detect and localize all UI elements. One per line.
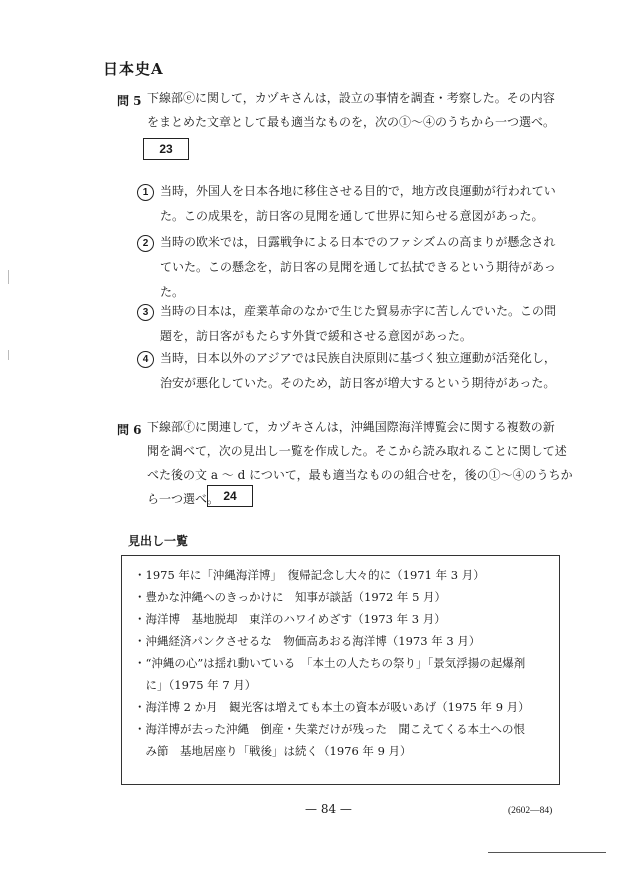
headline-item: ・海洋博 基地脱却 東洋のハワイめざす（1973 年 3 月） — [134, 612, 446, 626]
q6-label: 問 6 — [117, 423, 142, 437]
exam-code: (2602—84) — [508, 806, 553, 816]
choice-line: 当時，日本以外のアジアでは民族自決原則に基づく独立運動が活発化し， — [160, 351, 556, 365]
choice-line: た。 — [160, 285, 185, 299]
choice-line: 当時の日本は，産業革命のなかで生じた貿易赤字に苦しんでいた。この問 — [160, 304, 557, 318]
headline-item: に」（1975 年 7 月） — [134, 678, 257, 692]
choice-line: 当時の欧米では，日露戦争による日本でのファシズムの高まりが懸念され — [160, 235, 556, 249]
q6-stem-line: ら一つ選べ。 — [147, 492, 220, 506]
q5-answer-box[interactable]: 23 — [143, 138, 189, 160]
q5-stem-line: をまとめた文章として最も適当なものを，次の①～④のうちから一つ選べ。 — [147, 115, 556, 129]
choice-line: 題を，訪日客がもたらす外貨で緩和させる意図があった。 — [160, 329, 472, 343]
q6-stem-line: 下線部ⓕに関連して，カヅキさんは，沖縄国際海洋博覧会に関する複数の新 — [147, 420, 555, 434]
headline-item: ・海洋博 2 か月 観光客は増えても本土の資本が吸いあげ（1975 年 9 月） — [134, 700, 530, 714]
choice-1-marker[interactable]: 1 — [137, 184, 154, 201]
subject-title: 日本史A — [103, 60, 164, 78]
headline-list-title: 見出し一覧 — [128, 534, 189, 548]
q5-stem — [147, 86, 587, 134]
q5-label: 問 5 — [117, 94, 142, 108]
choice-2-text — [160, 230, 580, 305]
choice-4-text — [160, 346, 580, 396]
headline-item: み節 基地居座り「戦後」は続く（1976 年 9 月） — [134, 744, 412, 758]
headline-item: ・豊かな沖縄へのきっかけに 知事が談話（1972 年 5 月） — [134, 590, 447, 604]
bottom-rule — [488, 852, 606, 853]
choice-4-marker[interactable]: 4 — [137, 351, 154, 368]
choice-line: 当時，外国人を日本各地に移住させる目的で，地方改良運動が行われてい — [160, 184, 556, 198]
headline-item: ・沖縄経済パンクさせるな 物価高あおる海洋博（1973 年 3 月） — [134, 634, 481, 648]
choice-line: た。この成果を，訪日客の見聞を通して世界に知らせる意図があった。 — [160, 209, 544, 223]
q6-stem-line: 聞を調べて，次の見出し一覧を作成した。そこから読み取れることに関して述 — [147, 444, 567, 458]
page-number: — 84 — — [305, 802, 352, 816]
margin-mark — [8, 270, 9, 284]
choice-3-text — [160, 299, 580, 349]
headline-list — [134, 564, 554, 762]
headline-list-box — [121, 555, 560, 785]
q6-stem-line: べた後の文 a ～ d について，最も適当なものの組合せを，後の①～④のうちか — [147, 468, 573, 482]
headline-item: ・“沖縄の心”は揺れ動いている 「本土の人たちの祭り」「景気浮揚の起爆剤 — [134, 656, 526, 670]
headline-item: ・海洋博が去った沖縄 倒産・失業だけが残った 聞こえてくる本土への恨 — [134, 722, 525, 736]
choice-1-text — [160, 179, 580, 229]
q5-stem-line: 下線部ⓔに関して，カヅキさんは，設立の事情を調査・考察した。その内容 — [147, 91, 555, 105]
choice-line: 治安が悪化していた。そのため，訪日客が増大するという期待があった。 — [160, 376, 556, 390]
margin-mark — [8, 350, 9, 360]
choice-2-marker[interactable]: 2 — [137, 235, 154, 252]
choice-line: ていた。この懸念を，訪日客の見聞を通して払拭できるという期待があっ — [160, 260, 556, 274]
headline-item: ・1975 年に「沖縄海洋博」 復帰記念し大々的に（1971 年 3 月） — [134, 568, 485, 582]
q6-answer-box[interactable]: 24 — [207, 485, 253, 507]
choice-3-marker[interactable]: 3 — [137, 304, 154, 321]
